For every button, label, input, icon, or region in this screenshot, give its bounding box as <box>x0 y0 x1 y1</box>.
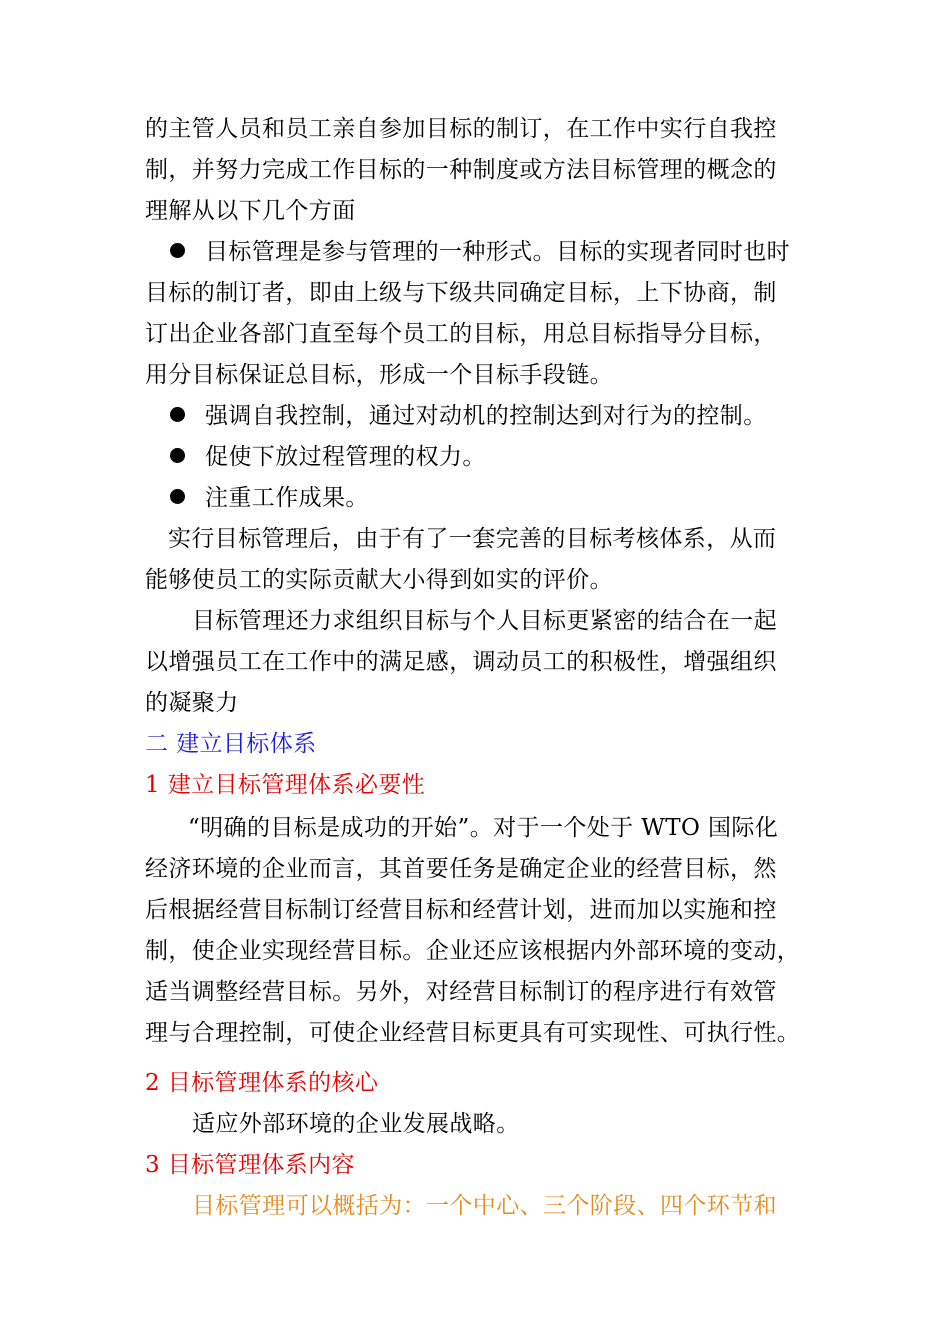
bullet-continuation: 用分目标保证总目标，形成一个目标手段链。 <box>145 362 613 388</box>
section-heading: 二 建立目标体系 <box>145 731 317 757</box>
paragraph-line: 目标管理还力求组织目标与个人目标更紧密的结合在一起 <box>192 608 777 634</box>
bullet-text: 目标管理是参与管理的一种形式。目标的实现者同时也时 <box>205 239 790 265</box>
subsection-heading: 1 建立目标管理体系必要性 <box>145 772 426 798</box>
paragraph-line: 的主管人员和员工亲自参加目标的制订，在工作中实行自我控 <box>145 116 777 142</box>
paragraph-line: 制，使企业实现经营目标。企业还应该根据内外部环境的变动， <box>145 938 801 964</box>
paragraph-line: 理与合理控制，可使企业经营目标更具有可实现性、可执行性。 <box>145 1020 801 1046</box>
paragraph-line-highlight: 目标管理可以概括为：一个中心、三个阶段、四个环节和 <box>192 1193 777 1219</box>
bullet-item <box>170 400 767 432</box>
paragraph-line: 的凝聚力 <box>145 690 239 716</box>
paragraph-line: 以增强员工在工作中的满足感，调动员工的积极性，增强组织 <box>145 649 777 675</box>
paragraph-line: 适应外部环境的企业发展战略。 <box>192 1111 520 1137</box>
bullet-continuation: 订出企业各部门直至每个员工的目标，用总目标指导分目标， <box>145 321 777 347</box>
bullet-dot-icon <box>170 489 185 504</box>
bullet-dot-icon <box>170 243 185 258</box>
paragraph-line: 经济环境的企业而言，其首要任务是确定企业的经营目标，然 <box>145 856 777 882</box>
paragraph-line: 能够使员工的实际贡献大小得到如实的评价。 <box>145 567 613 593</box>
bullet-dot-icon <box>170 448 185 463</box>
bullet-item <box>170 482 369 514</box>
bullet-continuation: 目标的制订者，即由上级与下级共同确定目标，上下协商，制 <box>145 280 777 306</box>
paragraph-line: 制，并努力完成工作目标的一种制度或方法目标管理的概念的 <box>145 157 777 183</box>
subsection-heading: 2 目标管理体系的核心 <box>145 1070 379 1096</box>
paragraph-line: 适当调整经营目标。另外，对经营目标制订的程序进行有效管 <box>145 979 777 1005</box>
bullet-dot-icon <box>170 407 185 422</box>
paragraph-line: 实行目标管理后，由于有了一套完善的目标考核体系，从而 <box>168 526 777 552</box>
paragraph-line: 后根据经营目标制订经营目标和经营计划，进而加以实施和控 <box>145 897 777 923</box>
subsection-heading: 3 目标管理体系内容 <box>145 1152 355 1178</box>
paragraph-line: 理解从以下几个方面 <box>145 198 356 224</box>
paragraph-line: “明确的目标是成功的开始”。对于一个处于 WTO 国际化 <box>188 815 779 841</box>
bullet-text: 注重工作成果。 <box>205 485 369 511</box>
bullet-text: 强调自我控制，通过对动机的控制达到对行为的控制。 <box>205 403 767 429</box>
bullet-text: 促使下放过程管理的权力。 <box>205 444 486 470</box>
bullet-item <box>170 236 790 268</box>
bullet-item <box>170 441 486 473</box>
